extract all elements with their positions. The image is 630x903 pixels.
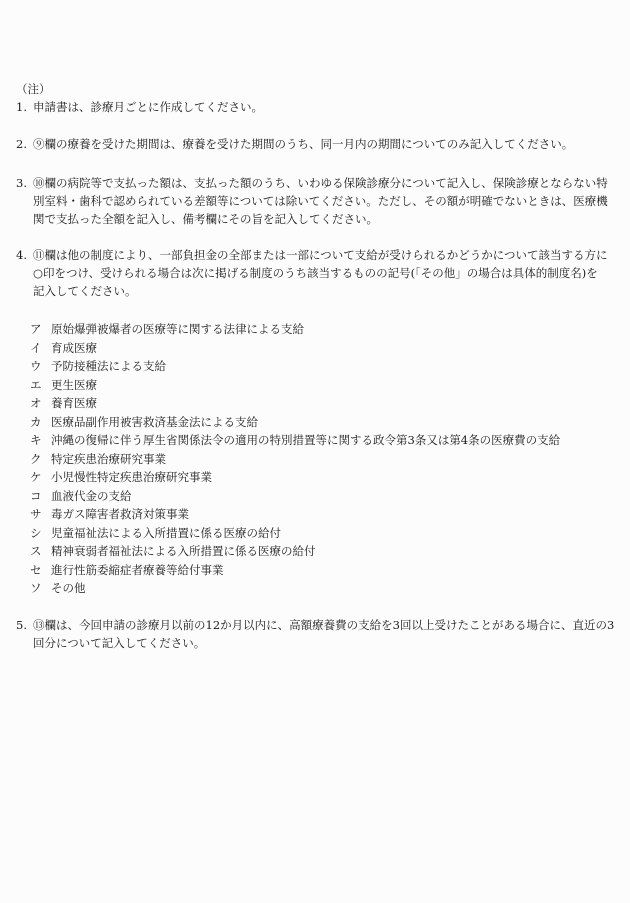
note-4-continuation xyxy=(0,264,630,282)
system-label: 養育医療 xyxy=(51,396,97,410)
system-symbol: ス xyxy=(30,544,42,558)
system-symbol: イ xyxy=(30,340,42,355)
system-symbol: ケ xyxy=(30,470,42,484)
note-number: 5. xyxy=(16,618,27,632)
system-item xyxy=(0,450,630,468)
system-label: 小児慢性特定疾患治療研究事業 xyxy=(51,470,212,484)
system-symbol: サ xyxy=(30,507,42,521)
note-text: 記入してください。 xyxy=(33,284,137,298)
system-symbol: シ xyxy=(30,525,42,540)
system-symbol: ウ xyxy=(30,359,42,373)
system-label: 沖縄の復帰に伴う厚生省関係法令の適用の特別措置等に関する政令第3条又は第4条の医療費の支給 xyxy=(51,433,561,447)
system-label: 更生医療 xyxy=(51,377,97,392)
system-label: 医療品副作用被害救済基金法による支給 xyxy=(51,414,258,429)
system-label: 原始爆弾被爆者の医療等に関する法律による支給 xyxy=(51,322,304,336)
system-item xyxy=(0,579,630,597)
note-text: ⑬欄は、今回申請の診療月以前の12か月以内に、高額療養費の支給を3回以上受けたことがある場合に、直近の3 xyxy=(33,618,615,632)
system-item xyxy=(0,339,630,357)
system-item xyxy=(0,524,630,542)
note-number: 4. xyxy=(16,248,27,262)
system-item xyxy=(0,431,630,449)
system-symbol: カ xyxy=(30,414,42,429)
system-item xyxy=(0,394,630,412)
note-number: 3. xyxy=(16,176,27,190)
note-number: 2. xyxy=(16,137,27,151)
note-1 xyxy=(0,98,630,116)
system-label: 育成医療 xyxy=(51,340,97,355)
note-3-continuation xyxy=(0,192,630,210)
note-3 xyxy=(0,174,630,192)
system-label: 特定疾患治療研究事業 xyxy=(51,451,166,466)
system-label: その他 xyxy=(51,581,86,595)
system-item xyxy=(0,376,630,394)
note-4 xyxy=(0,246,630,264)
system-item xyxy=(0,487,630,505)
note-text: 関で支払った全額を記入し、備考欄にその旨を記入してください。 xyxy=(33,212,378,226)
system-symbol: オ xyxy=(30,396,42,410)
system-symbol: ソ xyxy=(30,581,42,595)
system-item xyxy=(0,561,630,579)
note-3-continuation xyxy=(0,210,630,228)
note-text: ⑪欄は他の制度により、一部負担金の全部または一部について支給が受けられるかどうかについて該当する方に xyxy=(33,248,608,262)
system-symbol: セ xyxy=(30,562,42,577)
system-label: 予防接種法による支給 xyxy=(51,359,166,373)
system-item xyxy=(0,413,630,431)
notes-heading: （注） xyxy=(16,82,51,96)
system-label: 血液代金の支給 xyxy=(51,488,132,503)
note-text: 申請書は、診療月ごとに作成してください。 xyxy=(33,100,263,114)
note-text: ⑨欄の療養を受けた期間は、療養を受けた期間のうち、同一月内の期間についてのみ記入してください。 xyxy=(33,137,574,151)
note-text: 回分について記入してください。 xyxy=(33,636,206,650)
system-label: 児童福祉法による入所措置に係る医療の給付 xyxy=(51,525,281,540)
system-symbol: ク xyxy=(30,451,42,466)
note-2 xyxy=(0,135,630,153)
system-symbol: コ xyxy=(30,488,42,503)
system-label: 進行性筋委縮症者療養等給付事業 xyxy=(51,562,224,577)
system-item xyxy=(0,505,630,523)
system-item xyxy=(0,542,630,560)
system-label: 精神衰弱者福祉法による入所措置に係る医療の給付 xyxy=(51,544,316,558)
note-5-continuation xyxy=(0,634,630,652)
note-number: 1. xyxy=(16,100,27,114)
system-item xyxy=(0,468,630,486)
system-label: 毒ガス障害者救済対策事業 xyxy=(51,507,189,521)
system-symbol: ア xyxy=(30,322,42,336)
note-text: 別室料・歯科で認められている差額等については除いてください。ただし、その額が明確でないときは、医療機 xyxy=(33,194,608,208)
note-5 xyxy=(0,616,630,634)
system-symbol: キ xyxy=(30,433,42,447)
note-4-continuation xyxy=(0,282,630,300)
system-item xyxy=(0,320,630,338)
note-text: ⑩欄の病院等で支払った額は、支払った額のうち、いわゆる保険診療分について記入し、保険診療とならない特 xyxy=(33,176,608,190)
system-item xyxy=(0,357,630,375)
note-text: ○印をつけ、受けられる場合は次に掲げる制度のうち該当するものの記号(「その他」の場合は具体的制度名)を xyxy=(33,266,598,280)
system-symbol: エ xyxy=(30,377,42,392)
